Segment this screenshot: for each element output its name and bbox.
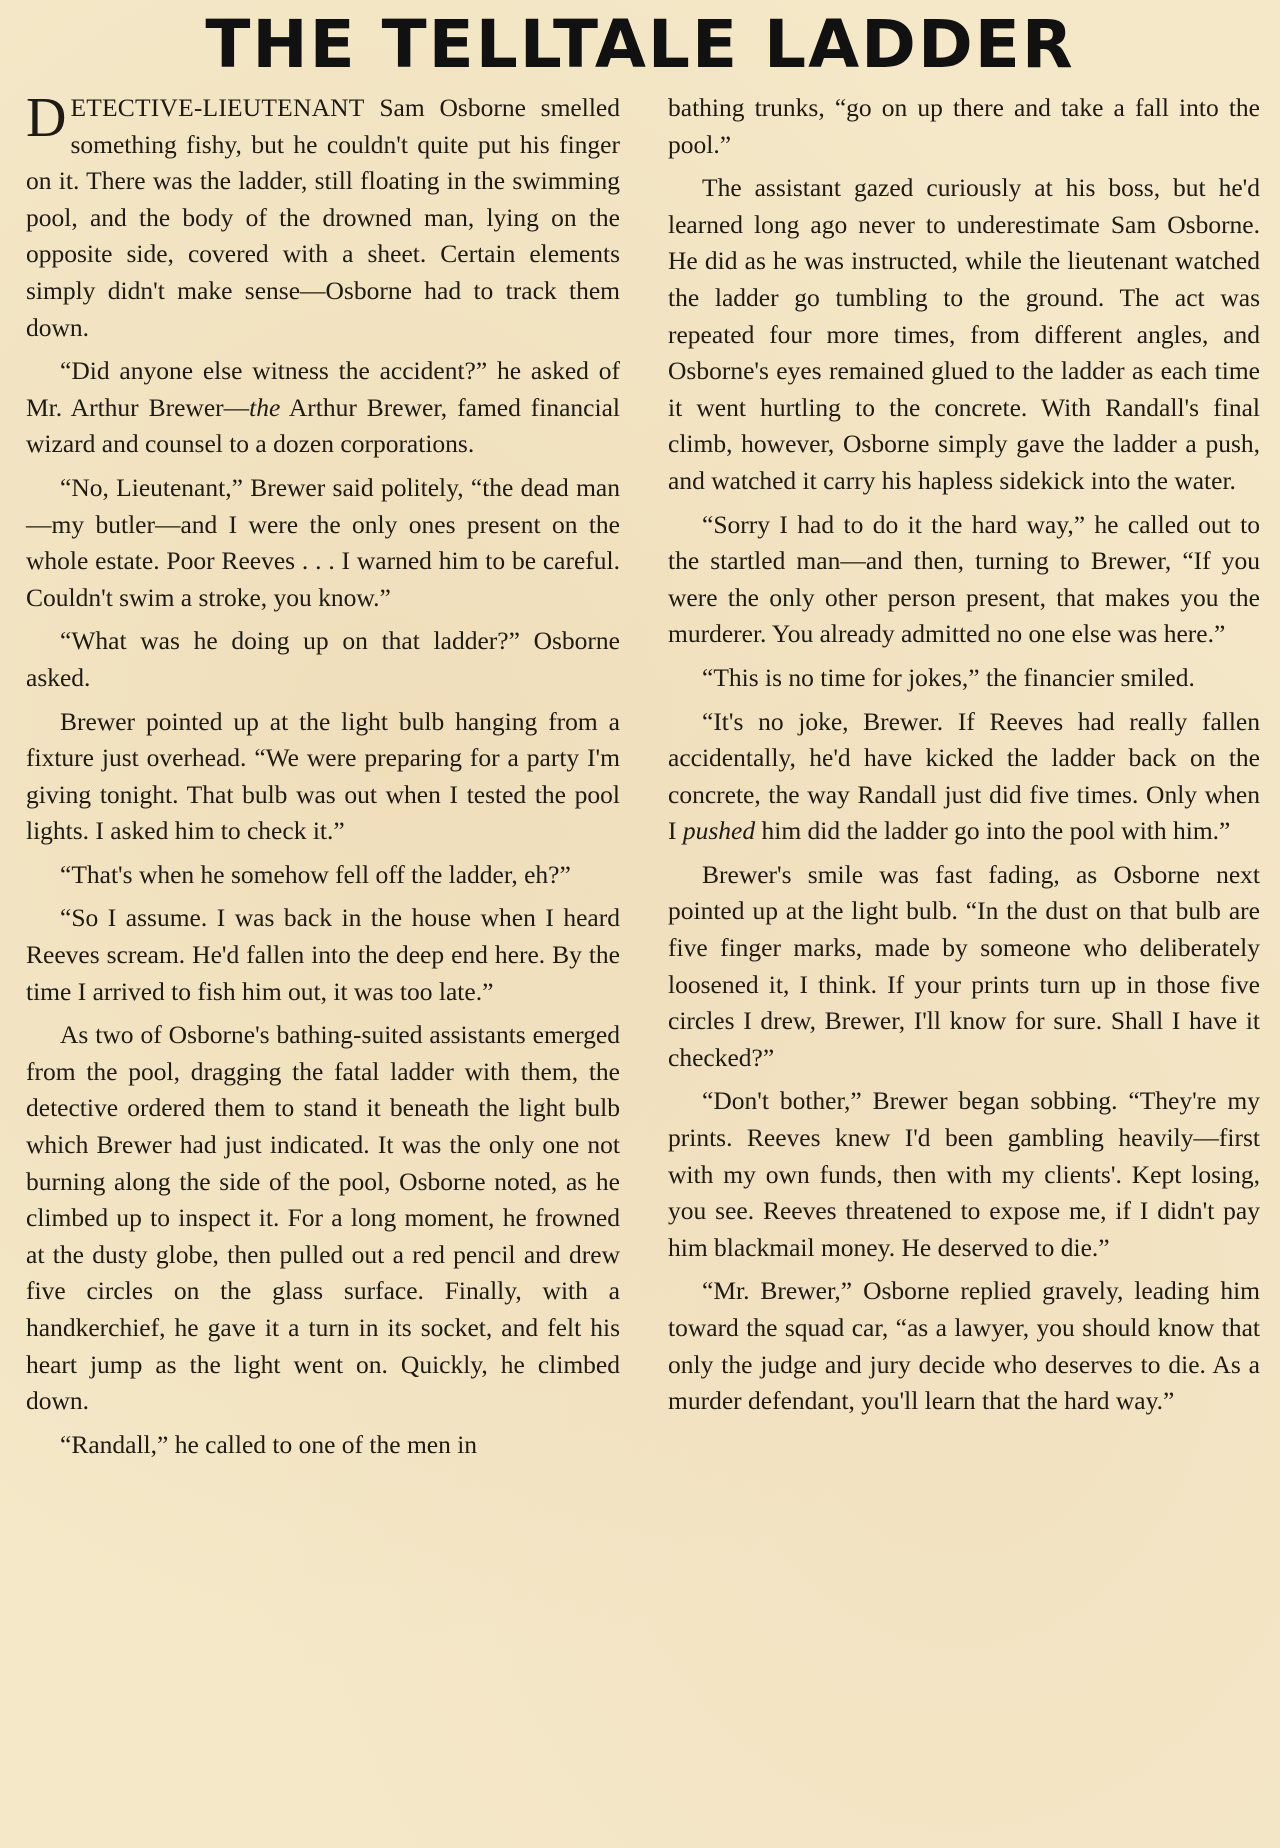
paragraph: The assistant gazed curiously at his boss, but he'd learned long ago never to underestimate Sam Osborne. He did as he was instructed, while the lieutenant watched the ladder go tumbling to the ground. The act was repeated four more times, from different angles, and Osborne's eyes remained glued to the ladder as each time it went hurtling to the concrete. With Randall's final climb, however, Osborne simply gave the ladder a push, and watched it carry his hapless sidekick into the water. [668,173,1260,495]
drop-cap: D [26,87,67,149]
paragraph: “That's when he somehow fell off the ladder, eh?” [60,859,571,889]
paragraph: Brewer pointed up at the light bulb hanging from a fixture just overhead. “We were preparing for a party I'm giving tonight. That bulb was out when I tested the pool lights. I asked him to check it.” [26,706,620,846]
paragraph: “Randall,” he called to one of the men in [60,1429,478,1459]
paragraph [26,87,620,346]
opening-caps: ETECTIVE-LIEUTENANT [70,93,365,122]
paragraph-text: “Did anyone else witness the accident?” he asked of Mr. Arthur Brewer— [26,356,620,422]
paragraph: “Sorry I had to do it the hard way,” he called out to the startled man—and then, turning to Brewer, “If you were the only other person present, that makes you the murderer. You already admitted no one else was here.” [668,509,1260,649]
paragraph-text: “It's no joke, Brewer. If Reeves had really fallen accidentally, he'd have kicked the ladder back on the concrete, the way Randall just did five times. Only when I [668,706,1260,846]
paragraph: “This is no time for jokes,” the financier smiled. [702,662,1195,692]
paragraph [668,704,1260,850]
right-column [668,90,1260,1427]
story-body [0,87,1280,1840]
emphasis-text: pushed [682,816,756,846]
paragraph: bathing trunks, “go on up there and take a fall into the pool.” [668,93,1260,159]
paragraph: “Don't bother,” Brewer began sobbing. “They're my prints. Reeves knew I'd been gambling heavily—first with my own funds, then with my clients'. Kept losing, you see. Reeves threatened to expose me, if I didn't pay him blackmail money. He deserved to die.” [668,1086,1260,1262]
paragraph: “What was he doing up on that ladder?” Osborne asked. [26,626,620,692]
paragraph: “No, Lieutenant,” Brewer said politely, “the dead man—my butler—and I were the only ones present on the whole estate. Poor Reeves . . . I warned him to be careful. Couldn't swim a stroke, you know.” [26,472,620,612]
paragraph: Brewer's smile was fast fading, as Osborne next pointed up at the light bulb. “In the dust on that bulb are five finger marks, made by someone who deliberately loosened it, I think. If your prints turn up in those five circles I drew, Brewer, I'll know for sure. Shall I have it checked?” [668,859,1260,1072]
paragraph: As two of Osborne's bathing-suited assistants emerged from the pool, dragging the fatal ladder with them, the detective ordered them to stand it beneath the light bulb which Brewer had just indicated. It was the only one not burning along the side of the pool, Osborne noted, as he climbed up to inspect it. For a long moment, he frowned at the dusty globe, then pulled out a red pencil and drew five circles on the glass surface. Finally, with a handkerchief, he gave it a turn in its socket, and felt his heart jump as the light went on. Quickly, he climbed down. [26,1020,620,1416]
paragraph: “So I assume. I was back in the house when I heard Reeves scream. He'd fallen into the deep end here. By the time I arrived to fish him out, it was too late.” [26,903,620,1006]
left-column [26,87,620,1470]
story-title: THE TELLTALE LADDER [205,6,1075,83]
paragraph [26,353,620,463]
paragraph-text: Arthur Brewer, famed financial wizard and counsel to a dozen corporations. [26,392,620,459]
paragraph: “Mr. Brewer,” Osborne replied gravely, leading him toward the squad car, “as a lawyer, you should know that only the judge and jury decide who deserves to die. As a murder defendant, you'll learn that the hard way.” [668,1276,1260,1416]
paragraph-text: Sam Osborne smelled something fishy, but he couldn't quite put his finger on it. There was the ladder, still floating in the swimming pool, and the body of the drowned man, lying on the opposite side, covered with a sheet. Certain elements simply didn't make sense—Osborne had to track them down. [26,93,620,342]
emphasis-text: the [249,392,281,422]
paragraph-text: him did the ladder go into the pool with him.” [755,816,1231,846]
